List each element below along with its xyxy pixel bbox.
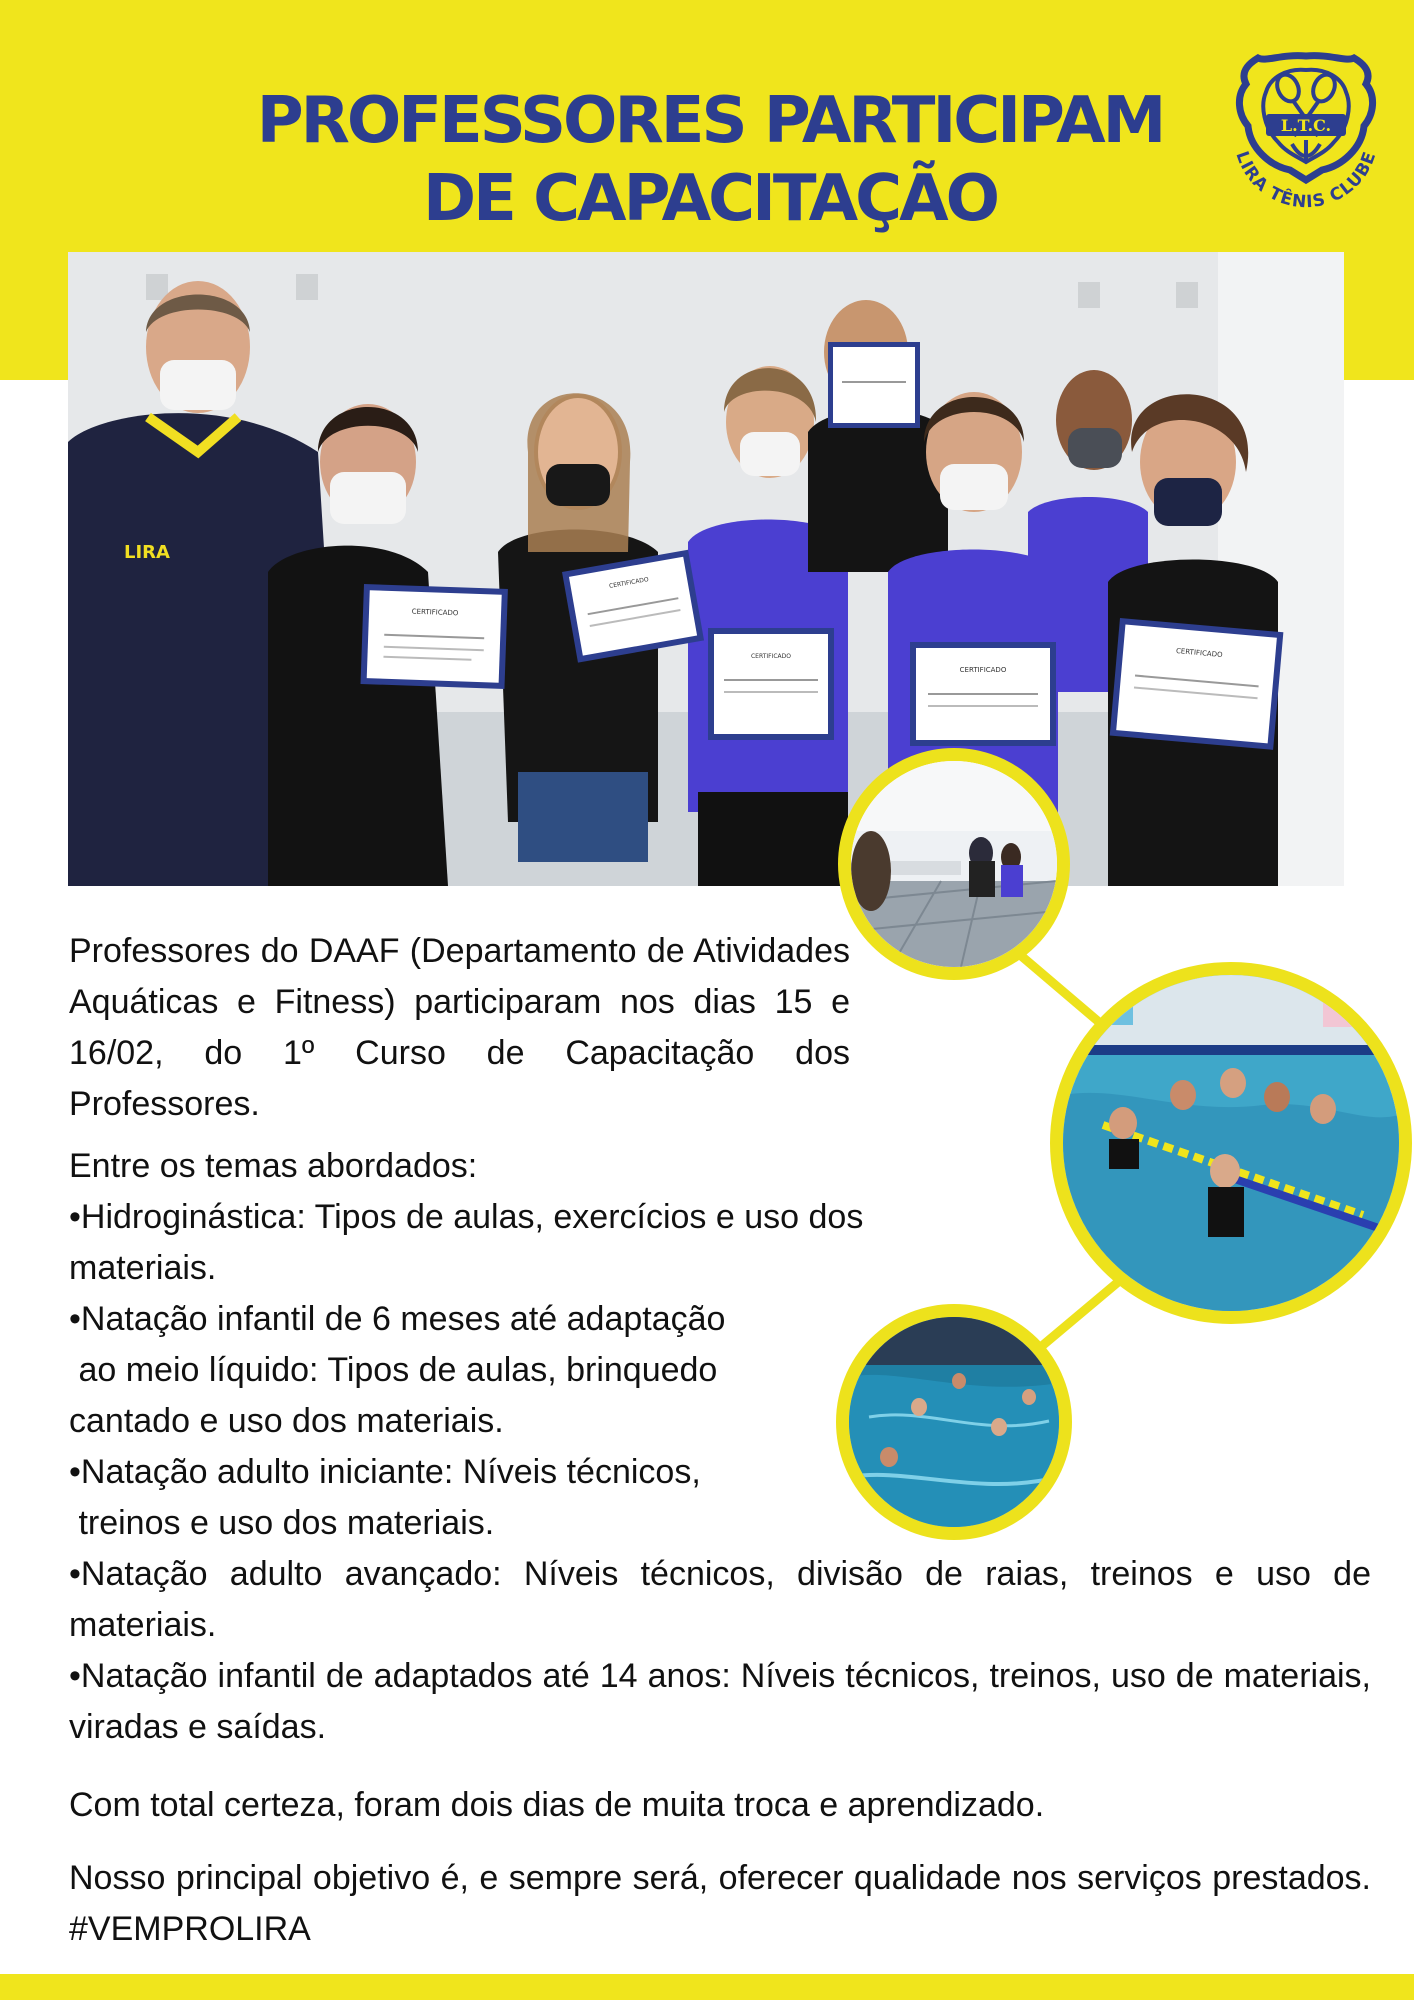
- certificate-label: CERTIFICADO: [608, 576, 650, 590]
- certificate-label: CERTIFICADO: [411, 607, 459, 618]
- intro-paragraph: Professores do DAAF (Departamento de Atividades Aquáticas e Fitness) participaram nos dias 15 e 16/02, do 1º Curso de Capacitação dos Professores.: [69, 932, 850, 1123]
- pool-group-circle-photo: [1050, 962, 1412, 1324]
- topic-item: •Natação infantil de adaptados até 14 anos: Níveis técnicos, treinos, uso de materiais, viradas e saídas.: [69, 1657, 1371, 1746]
- topic-item: •Hidroginástica: Tipos de aulas, exercícios e uso dos materiais.: [69, 1198, 864, 1287]
- logo-monogram: L.T.C.: [1280, 116, 1332, 135]
- certificate-label: CERTIFICADO: [959, 666, 1007, 674]
- certificate-label: CERTIFICADO: [1175, 647, 1223, 660]
- pool-swimmers-circle-photo: [836, 1304, 1072, 1540]
- closing-paragraph-2: Nosso principal objetivo é, e sempre será, oferecer qualidade nos serviços prestados. #VEMPROLIRA: [69, 1859, 1371, 1948]
- classroom-circle-photo: [838, 748, 1070, 980]
- bottom-yellow-band: [0, 1974, 1414, 2000]
- logo-circular-text: LIRA TÊNIS CLUBE: [1231, 148, 1381, 213]
- title-line-2: DE CAPACITAÇÃO: [422, 162, 998, 236]
- title-line-1: PROFESSORES PARTICIPAM: [256, 84, 1164, 158]
- topics-heading: Entre os temas abordados:: [69, 1147, 478, 1185]
- certificate-label: CERTIFICADO: [750, 653, 792, 660]
- closing-paragraph-1: Com total certeza, foram dois dias de muita troca e aprendizado.: [69, 1786, 1045, 1824]
- shirt-text: LIRA: [124, 542, 170, 563]
- topic-item: •Natação infantil de 6 meses até adaptação ao meio líquido: Tipos de aulas, brinquedo cantado e uso dos materiais.: [69, 1300, 726, 1440]
- topic-item: •Natação adulto iniciante: Níveis técnicos, treinos e uso dos materiais.: [69, 1453, 701, 1542]
- topic-item: •Natação adulto avançado: Níveis técnicos, divisão de raias, treinos e uso de materiais.: [69, 1555, 1371, 1644]
